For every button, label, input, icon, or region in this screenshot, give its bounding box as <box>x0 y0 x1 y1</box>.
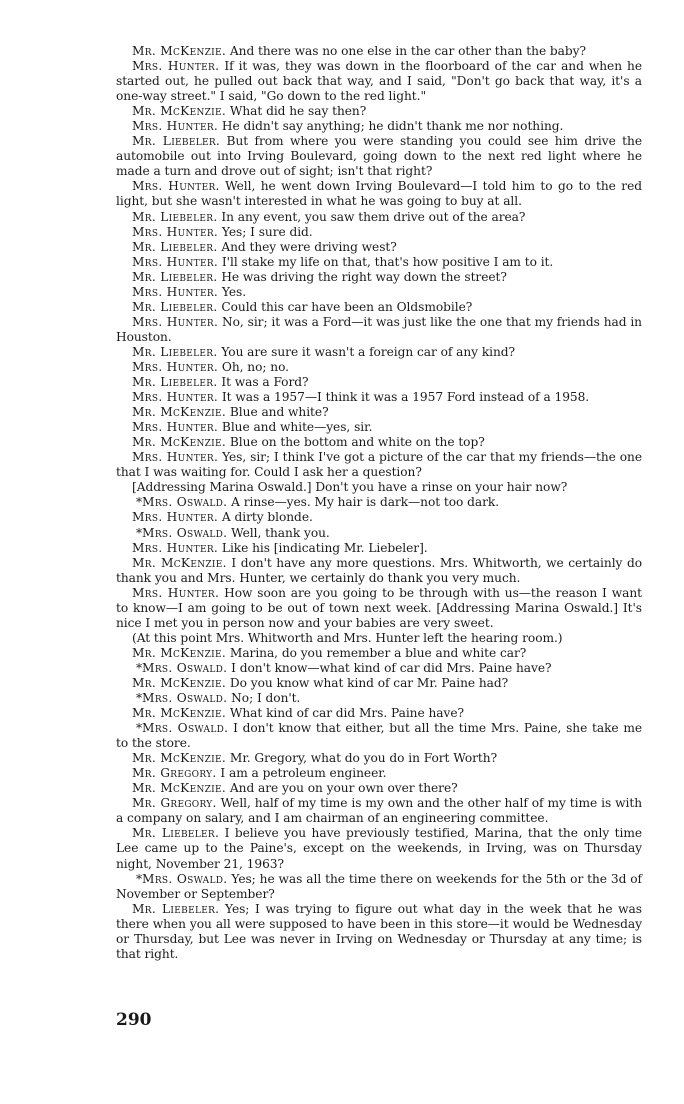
speaker-name: Mr. Liebeler. <box>132 344 218 359</box>
speech-text: Yes; I was trying to figure out what day in the week that he was there when you all were supposed to have been in this store—it would be Wednesday or Thursday, but Lee was never in Irving on Wednesday or Thursday at any time; is that right. <box>116 901 642 961</box>
speech-text: And are you on your own over there? <box>226 781 458 796</box>
transcript-paragraph <box>116 119 642 134</box>
speech-text: Well, half of my time is my own and the other half of my time is with a company on salary, and I am chairman of an engineering committee. <box>116 796 642 826</box>
transcript-paragraph <box>116 721 642 751</box>
speech-text: Oh, no; no. <box>218 359 289 374</box>
transcript-paragraph <box>116 255 642 270</box>
speaker-name: Mrs. Hunter. <box>132 450 219 465</box>
transcript-paragraph <box>116 240 642 255</box>
asterisk-marker: * <box>136 495 143 510</box>
asterisk-marker: * <box>136 871 143 886</box>
speech-text: And there was no one else in the car other than the baby? <box>226 44 586 58</box>
speaker-name: Mrs. Oswald. <box>142 721 229 736</box>
speech-text: I don't know that either, but all the time Mrs. Paine, she take me to the store. <box>116 721 643 751</box>
transcript-paragraph <box>116 345 642 360</box>
speech-text: Yes. <box>218 284 247 299</box>
transcript-paragraph <box>116 691 642 706</box>
speech-text: Could this car have been an Oldsmobile? <box>217 299 473 314</box>
transcript-paragraph <box>116 541 642 556</box>
speech-text: I don't have any more questions. Mrs. Whitworth, we certainly do thank you and Mrs. Hunter, we certainly do thank you very much. <box>116 555 642 585</box>
speech-text: Yes, sir; I think I've got a picture of the car that my friends—the one that I was waiting for. Could I ask her a question? <box>116 450 642 480</box>
transcript-paragraph <box>116 706 642 721</box>
speaker-name: Mrs. Hunter. <box>132 254 219 269</box>
speaker-name: Mrs. Hunter. <box>132 585 220 600</box>
page-number: 290 <box>116 1010 152 1030</box>
speech-text: It was a Ford? <box>217 375 309 390</box>
speech-text: A rinse—yes. My hair is dark—not too dark. <box>227 495 500 510</box>
speaker-name: Mr. Liebeler. <box>132 901 220 916</box>
speech-text: If it was, they was down in the floorboard of the car and when he started out, he pulled out back that way, and I said, "Don't go back that way, it's a one-way street." I said, "Go down to the red light." <box>116 59 642 104</box>
speech-text: No, sir; it was a Ford—it was just like the one that my friends had in Houston. <box>116 314 642 344</box>
speaker-name: Mr. McKenzie. <box>132 781 227 796</box>
speech-text: You are sure it wasn't a foreign car of any kind? <box>217 344 516 359</box>
speaker-name: Mrs. Hunter. <box>132 420 219 435</box>
speech-text: In any event, you saw them drive out of the area? <box>217 209 526 224</box>
speaker-name: Mr. McKenzie. <box>132 555 227 570</box>
speaker-name: Mr. McKenzie. <box>132 405 227 420</box>
speech-text: Do you know what kind of car Mr. Paine had? <box>226 675 509 690</box>
transcript-paragraph <box>116 300 642 315</box>
speech-text: Yes; he was all the time there on weekends for the 5th or the 3d of November or September? <box>116 871 643 901</box>
transcript-paragraph <box>116 766 642 781</box>
transcript-paragraph <box>116 495 642 510</box>
speech-text: Mr. Gregory, what do you do in Fort Worth? <box>226 751 498 766</box>
speaker-name: Mrs. Hunter. <box>132 359 219 374</box>
speaker-name: Mrs. Oswald. <box>142 525 228 540</box>
speaker-name: Mrs. Hunter. <box>132 540 219 555</box>
transcript-paragraph <box>116 510 642 525</box>
speaker-name: Mrs. Oswald. <box>142 495 228 510</box>
speech-text: Well, thank you. <box>227 525 330 540</box>
speech-text: Well, he went down Irving Boulevard—I told him to go to the red light, but she wasn't interested in what he was going to buy at all. <box>116 179 642 209</box>
transcript-paragraph <box>116 225 642 240</box>
transcript-paragraph <box>116 480 642 495</box>
speech-text: What kind of car did Mrs. Paine have? <box>226 706 464 721</box>
speech-text: Like his [indicating Mr. Liebeler]. <box>218 540 428 555</box>
asterisk-marker: * <box>136 691 143 706</box>
transcript-paragraph <box>116 210 642 225</box>
speech-text: A dirty blonde. <box>218 510 313 525</box>
transcript-paragraph <box>116 872 642 902</box>
speech-text: He was driving the right way down the street? <box>217 269 507 284</box>
transcript-paragraph <box>116 179 642 209</box>
asterisk-marker: * <box>136 721 143 736</box>
speech-text: I am a petroleum engineer. <box>216 766 387 781</box>
transcript-paragraph <box>116 390 642 405</box>
transcript-paragraph <box>116 104 642 119</box>
speaker-name: Mr. Liebeler. <box>132 269 218 284</box>
transcript-paragraph <box>116 902 642 962</box>
transcript-body <box>116 44 642 962</box>
speech-text: Yes; I sure did. <box>218 224 313 239</box>
speaker-name: Mr. Liebeler. <box>132 826 220 841</box>
speaker-name: Mrs. Hunter. <box>132 119 219 134</box>
speaker-name: Mr. McKenzie. <box>132 751 227 766</box>
speaker-name: Mr. Liebeler. <box>132 299 218 314</box>
speech-text: I'll stake my life on that, that's how positive I am to it. <box>218 254 554 269</box>
speaker-name: Mrs. Oswald. <box>142 660 228 675</box>
speaker-name: Mrs. Hunter. <box>132 59 220 74</box>
speech-text: Marina, do you remember a blue and white car? <box>226 645 527 660</box>
transcript-paragraph <box>116 134 642 179</box>
speech-text: It was a 1957—I think it was a 1957 Ford instead of a 1958. <box>218 390 590 405</box>
transcript-paragraph <box>116 375 642 390</box>
speaker-name: Mr. McKenzie. <box>132 645 227 660</box>
asterisk-marker: * <box>136 525 143 540</box>
speech-text: No; I don't. <box>227 691 301 706</box>
speech-text: But from where you were standing you could see him drive the automobile out into Irving Boulevard, going down to the next red light where he made a turn and drove out of sight; isn't that right? <box>116 134 642 179</box>
transcript-paragraph <box>116 646 642 661</box>
transcript-paragraph <box>116 556 642 586</box>
transcript-paragraph <box>116 526 642 541</box>
speech-text: He didn't say anything; he didn't thank me nor nothing. <box>218 119 564 134</box>
transcript-paragraph <box>116 405 642 420</box>
transcript-paragraph <box>116 285 642 300</box>
speech-text: Blue and white—yes, sir. <box>218 420 373 435</box>
transcript-paragraph <box>116 420 642 435</box>
speaker-name: Mr. McKenzie. <box>132 675 227 690</box>
speaker-name: Mrs. Oswald. <box>142 691 228 706</box>
transcript-paragraph <box>116 59 642 104</box>
speaker-name: Mrs. Hunter. <box>132 510 219 525</box>
speech-text: Blue and white? <box>226 405 329 420</box>
speaker-name: Mr. McKenzie. <box>132 435 227 450</box>
transcript-paragraph <box>116 435 642 450</box>
speaker-name: Mrs. Hunter. <box>132 224 219 239</box>
speaker-name: Mr. Liebeler. <box>132 239 218 254</box>
speech-text: What did he say then? <box>226 104 367 119</box>
speaker-name: Mr. Gregory. <box>132 796 217 811</box>
speech-text: How soon are you going to be through with us—the reason I want to know—I am going to be out of town next week. [Addressing Marina Oswald.] It's nice I met you in person now and your babies are very sweet. <box>116 585 642 630</box>
speaker-name: Mrs. Hunter. <box>132 390 219 405</box>
speech-text: (At this point Mrs. Whitworth and Mrs. Hunter left the hearing room.) <box>132 630 563 645</box>
transcript-paragraph <box>116 781 642 796</box>
speech-text: And they were driving west? <box>217 239 397 254</box>
transcript-paragraph <box>116 315 642 345</box>
speaker-name: Mrs. Hunter. <box>132 179 220 194</box>
speech-text: Blue on the bottom and white on the top? <box>226 435 485 450</box>
transcript-paragraph <box>116 44 642 59</box>
speaker-name: Mr. McKenzie. <box>132 706 227 721</box>
speaker-name: Mr. McKenzie. <box>132 44 227 58</box>
speaker-name: Mrs. Oswald. <box>142 871 228 886</box>
speech-text: I believe you have previously testified, Marina, that the only time Lee came up to the Paine's, except on the weekends, in Irving, was on Thursday night, November 21, 1963? <box>116 826 642 871</box>
speaker-name: Mrs. Hunter. <box>132 314 219 329</box>
speaker-name: Mr. Liebeler. <box>132 375 218 390</box>
transcript-paragraph <box>116 796 642 826</box>
transcript-paragraph <box>116 631 642 646</box>
asterisk-marker: * <box>136 660 143 675</box>
speaker-name: Mr. McKenzie. <box>132 104 227 119</box>
speaker-name: Mrs. Hunter. <box>132 284 219 299</box>
transcript-paragraph <box>116 270 642 285</box>
speaker-name: Mr. Gregory. <box>132 766 217 781</box>
transcript-paragraph <box>116 751 642 766</box>
transcript-paragraph <box>116 450 642 480</box>
transcript-paragraph <box>116 586 642 631</box>
transcript-paragraph <box>116 826 642 871</box>
transcript-paragraph <box>116 661 642 676</box>
speech-text: [Addressing Marina Oswald.] Don't you have a rinse on your hair now? <box>132 480 568 495</box>
speaker-name: Mr. Liebeler. <box>132 134 221 149</box>
speaker-name: Mr. Liebeler. <box>132 209 218 224</box>
speech-text: I don't know—what kind of car did Mrs. Paine have? <box>227 660 552 675</box>
transcript-paragraph <box>116 360 642 375</box>
transcript-paragraph <box>116 676 642 691</box>
